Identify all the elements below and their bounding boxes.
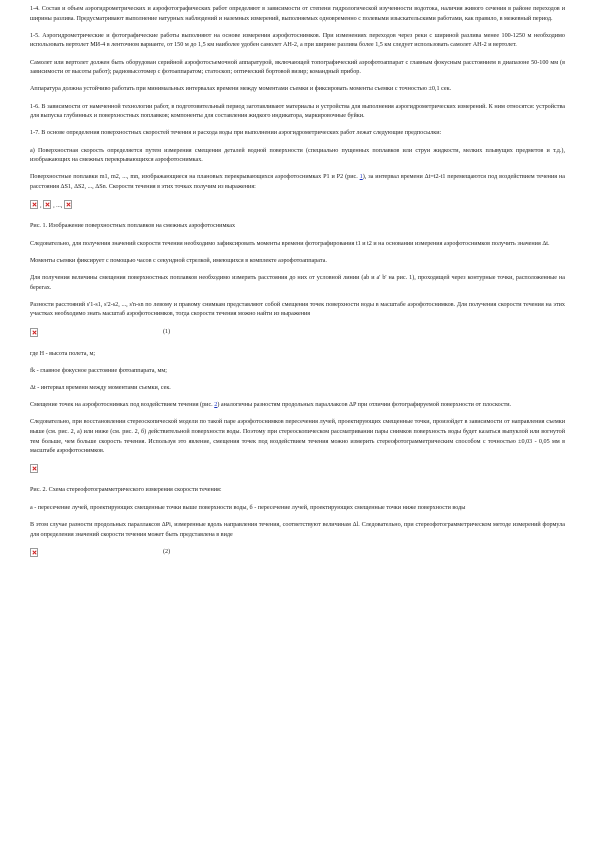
figure-2-image-row bbox=[30, 464, 565, 476]
definition-dt: Δt - интервал времени между моментами съемки, сек. bbox=[30, 384, 171, 391]
broken-image-icon bbox=[30, 328, 38, 337]
ellipsis-text: ... bbox=[56, 203, 61, 210]
paragraph-parallax-start: Смещение точек на аэрофотоснимках под воздействием течения (рис. bbox=[30, 402, 215, 409]
paragraph-figure-2-legend: а - пересечение лучей, проектирующих смещенные точки выше поверхности воды, б - пересечение лучей, проектирующих смещенные точки ниже поверхности воды bbox=[30, 504, 466, 511]
paragraph-floats bbox=[30, 173, 565, 192]
paragraph-a: а) Поверхностная скорость определяется путем измерения смещения деталей водной поверхности (специально пущенных поплавков или струи жидкости, мелких плывущих предметов и т.д.), изображающих на смежных перекрывающихся аэрофотоснимках. bbox=[30, 147, 565, 164]
paragraph-1-5: 1-5. Аэрогидрометрические и фотографические работы выполняют на основе измерения аэрофотоснимков. При изменениях переходов через реки с шириной разлива менее 100-1250 м необходимо использовать вертолет МИ-4 в ленточном варианте, от 150 м до 1,5 км наиболее удобен самолет АН-2, а при ширине разлива более 1,5 км следует использовать самолет АН-2 и вертолет. bbox=[30, 32, 565, 49]
paragraph-distance: Для получения величины смещения поверхностных поплавков необходимо измерить расстояния до них от условной линии (ab и a' b' на рис. 1), проходящей через контурные точки, расположенные на берегах. bbox=[30, 275, 565, 291]
paragraph-clock: Моменты съемки фиксирует с помощью часов с секундной стрелкой, имеющихся в комплекте аэрофотоаппарата. bbox=[30, 257, 327, 264]
broken-image-icon bbox=[30, 548, 38, 557]
broken-image-icon bbox=[30, 464, 38, 473]
paragraph-floats-end: ), за интервал времени Δt=t2-t1 перемещаются под воздействием течения на расстояния ΔS1, ΔS2, ..., ΔSn. Скорости течения в этих точках получим из выражения: bbox=[30, 174, 565, 190]
paragraph-stereo: Следовательно, при восстановлении стереоскопической модели по такой паре аэрофотоснимков пересечения лучей, проектирующих смещенные точки, произойдет в зависимости от направления съемки выше (см. рис. 2, а) или ниже (см. рис. 2, б) действительной поверхности воды. Поэтому при стереоскопическом рассматривании пары снимков поверхность воды будет казаться выпуклой или вогнутой тем больше, чем больше скорость течения. Используя это явление, смещения точек под воздействием течения можно измерить стереофотограмметрическим способом с точностью ±0,03 - 0,05 мм в масштабе аэрофотоснимков. bbox=[30, 419, 565, 455]
broken-image-icon bbox=[64, 200, 72, 209]
figure-caption-2: Рис. 2. Схема стереофотограмметрического измерения скорости течения: bbox=[30, 487, 222, 494]
paragraph-apparatus: Аппаратура должна устойчиво работать при минимальных интервалах времени между моментами съемки и фиксировать моменты съемки с точностью ±0,1 сек. bbox=[30, 86, 452, 93]
definition-fk: fk - главное фокусное расстояние фотоаппарата, мм; bbox=[30, 367, 167, 374]
paragraph-1-6: 1-6. В зависимости от намеченной технологии работ, в подготовительный период заготавливают материалы и устройства для выполнения аэрогидрометрических измерений. К ним относятся: устройства для выпуска глубинных и поверхностных поплавков; компоненты для составления жидкого индикатора, маркировочные буйки. bbox=[30, 103, 565, 120]
formula-2 bbox=[30, 548, 565, 562]
definition-h: где H - высота полета, м; bbox=[30, 350, 96, 357]
broken-image-icon bbox=[43, 200, 51, 209]
formula-number-2: (2) bbox=[163, 548, 171, 555]
figure-caption-1: Рис. 1. Изображение поверхностных поплавков на смежных аэрофотоснимках bbox=[30, 223, 236, 230]
formula-1 bbox=[30, 328, 565, 342]
paragraph-1-4: 1-4. Состав и объем аэрогидрометрических и аэрофотографических работ определяют в зависимости от степени гидрологической изученности водотока, наличия живого сечения в районе переходов и ширины разлива. Предусматривают выполнение натурных наблюдений и наземных измерений, выполняемых одновременно с полевыми изыскательскими работами, как правило, в межевный период. bbox=[30, 6, 565, 22]
paragraph-equipment: Самолет или вертолет должен быть оборудован серийной аэрофотосъемочной аппаратурой, включающей топографический аэрофотоаппарат с главным фокусным расстоянием в диапазоне 50-100 мм (в зависимости от высоты работ); радиовысотомер с фотоаппаратом; статоскоп; оптический бортовой визир; командный прибор. bbox=[30, 59, 565, 76]
paragraph-floats-start: Поверхностные поплавки m1, m2, ..., mn, изображающиеся на плановых перекрывающихся аэрофотоснимках P1 и P2 (рис. bbox=[30, 174, 360, 181]
paragraph-1-7: 1-7. В основе определения поверхностных скоростей течения и расхода воды при выполнении аэрогидрометрических работ лежат следующие предпосылки: bbox=[30, 130, 442, 137]
figure-link-1[interactable]: 1 bbox=[359, 174, 363, 181]
figure-link-2[interactable]: 2 bbox=[214, 402, 218, 409]
paragraph-time: Следовательно, для получения значений скорости течения необходимо зафиксировать моменты времени фотографирования t1 и t2 и на основании измерения аэрофотоснимков получить значения Δt. bbox=[30, 240, 550, 247]
broken-image-icon bbox=[30, 200, 38, 209]
formula-number-1: (1) bbox=[163, 328, 171, 335]
paragraph-differences: Разности расстояний s'1-s1, s'2-s2, ..., s'n-sn по левому и правому снимкам представляют собой смещения точек поверхности воды в масштабе аэрофотоснимков. Для получения скорости течения на этих участках необходимо знать масштаб аэрофотоснимков, тогда скорости течения можно найти из выражения bbox=[30, 301, 565, 318]
paragraph-formula-2-intro: В этом случае разности продольных параллаксов ΔPi, измеренные вдоль направления течения, соответствуют величинам Δl. Следовательно, при стереофотограмметрическом методе измерений формула для определения значений скорости течения может быть представлена в виде bbox=[30, 522, 565, 538]
paragraph-parallax-end: ) аналогичны разностям продольных параллаксов ΔP при отличии фотографируемой поверхности от плоскости. bbox=[217, 402, 512, 409]
formula-images-row: , , ..., bbox=[30, 200, 565, 212]
paragraph-parallax bbox=[30, 401, 565, 411]
